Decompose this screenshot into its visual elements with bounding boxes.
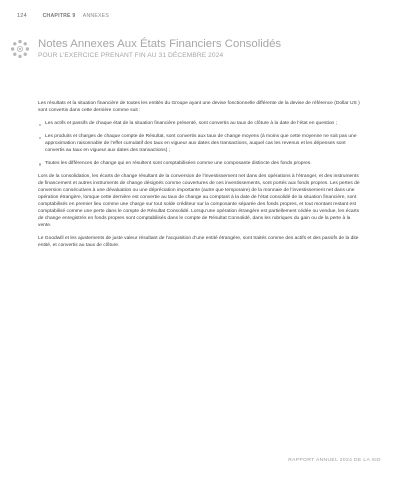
- section-label: ANNEXES: [82, 13, 109, 19]
- body-text: [38, 101, 364, 256]
- conversion-rules-list: [38, 121, 364, 168]
- page-number: 124: [17, 13, 27, 19]
- consolidation-paragraph: Lors de la consolidation, les écarts de change résultant de la conversion de l’investissement net dans des opérations à l’étranger, et des instruments de financement et autres instruments de change désignés comme couvertures de ces investissements, sont portés aux fonds propres. Les pertes de conversion consécutives à une dévaluation ou une dépréciation importante (autre que temporaire) de la monnaie de l’investissement net dans une opération étrangère, lorsque cette dernière est convertie au taux de change au comptant à la date de l’état consolidé de la situation financière, sont comptabilisés en premier lieu comme une charge sur tout solde créditeur sur la composante séparée des fonds propres, et tout montant restant est comptabilisé comme une perte dans le compte de Résultat Consolidé. Lorsqu’une opération étrangère est partiellement cédée ou vendue, les écarts de change enregistrés en fonds propres sont comptabilisés dans le compte de Résultat Consolidé, dans les rubriques du gain ou de la perte à la vente.: [38, 174, 360, 228]
- page-title: Notes Annexes Aux États Financiers Consolidés: [38, 38, 282, 50]
- chapter-label: CHAPITRE 9: [42, 13, 76, 19]
- goodwill-paragraph: Le Goodwill et les ajustements de juste valeur résultant de l’acquisition d’une entité étrangère, sont traités comme des actifs et des passifs de la dite entité, et convertis au taux de clôture.: [38, 236, 359, 248]
- running-header: [17, 13, 109, 19]
- list-item: Les actifs et passifs de chaque état de la situation financière présenté, sont convertis au taux de clôture à la date de l’état en question ;: [38, 121, 364, 128]
- intro-paragraph: Les résultats et la situation financière de toutes les entités du Groupe ayant une devise fonctionnelle différente de la devise de référence (Dollar US ) sont convertis dans cette dernière comme suit :: [38, 101, 360, 113]
- list-item: Les produits et charges de chaque compte de Résultat, sont convertis aux taux de change moyens (à moins que cette moyenne ne soit pas une approximation raisonnable de l’effet cumulatif des taux en vigueur aux dates des transactions, auquel cas les revenus et les dépenses sont convertis au taux en vigueur aux dates des transactions) ;: [38, 134, 364, 155]
- running-footer: RAPPORT ANNUEL 2024 DE LA SID: [288, 458, 381, 463]
- organization-logo-icon: [10, 39, 30, 59]
- page-subtitle: POUR L’EXERCICE PRENANT FIN AU 31 DÉCEMBRE 2024: [38, 52, 224, 59]
- list-item: Toutes les différences de change qui en résultent sont comptabilisées comme une composante distincte des fonds propres.: [38, 161, 364, 168]
